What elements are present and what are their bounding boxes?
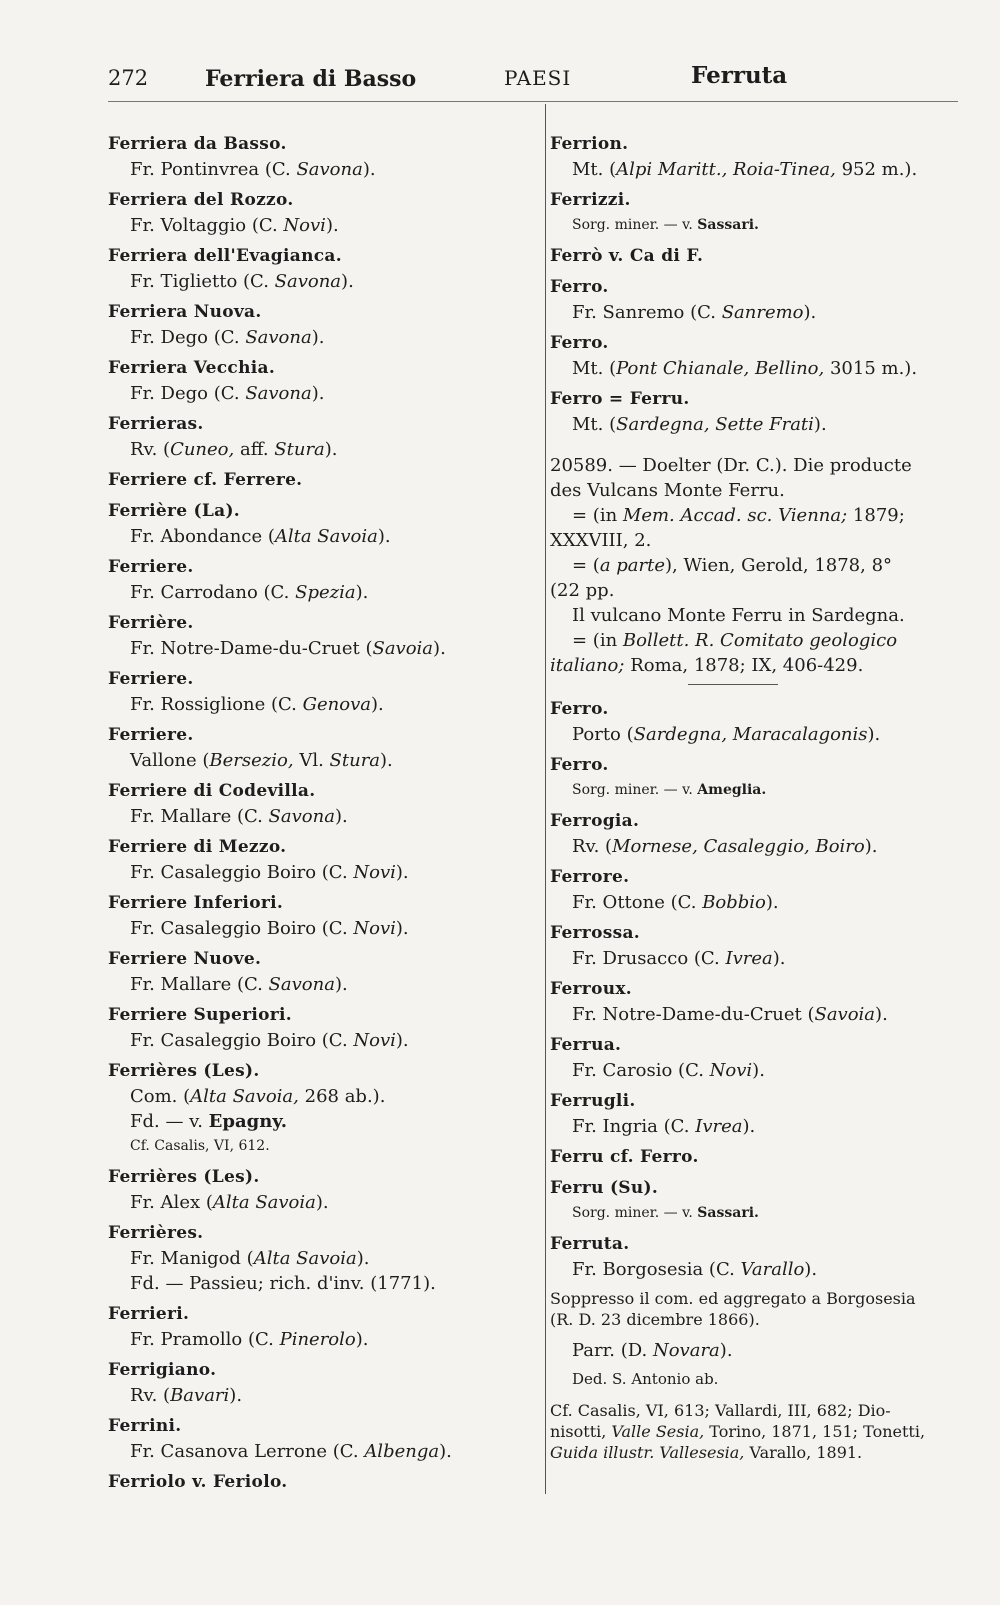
entry-ferrizzi: [550, 188, 975, 238]
entry-cf: nisotti, Valle Sesia, Torino, 1871, 151; Tonetti,: [550, 1422, 926, 1441]
entry-ferru-cf: [550, 1145, 975, 1170]
entry-desc: Fr. Notre-Dame-du-Cruet (Savoia).: [572, 1004, 888, 1025]
entry-head: Ferriere cf. Ferrere.: [108, 470, 303, 490]
entry-desc: Sorg. miner. — v. Sassari.: [572, 217, 759, 233]
entry-desc: Fr. Ingria (C. Ivrea).: [572, 1116, 756, 1137]
entry-cf: Cf. Casalis, VI, 612.: [130, 1138, 270, 1154]
entry-desc: Fr. Mallare (C. Savona).: [130, 974, 348, 995]
entry-desc: Fr. Casanova Lerrone (C. Albenga).: [130, 1441, 452, 1462]
section-separator: [688, 684, 778, 685]
entry-ferro-ca: [550, 244, 975, 269]
entry-desc: Mt. (Pont Chianale, Bellino, 3015 m.).: [572, 358, 918, 379]
entry-ferro-porto: [550, 697, 975, 747]
left-column: [108, 132, 538, 1501]
entry: [108, 835, 538, 885]
biblio-line: = (in Bollett. R. Comitato geologico: [572, 630, 898, 651]
entry-desc: Fr. Notre-Dame-du-Cruet (Savoia).: [130, 638, 446, 659]
entry-head: Ferrière.: [108, 613, 194, 633]
entry-ded: Ded. S. Antonio ab.: [572, 1370, 719, 1388]
entry-desc: Vallone (Bersezio, Vl. Stura).: [130, 750, 393, 771]
entry-desc: Fr. Mallare (C. Savona).: [130, 806, 348, 827]
entry-cf: Guida illustr. Vallesesia, Varallo, 1891.: [550, 1443, 863, 1462]
entry-fd: Fd. — v. Epagny.: [130, 1111, 287, 1132]
entry-head: Ferriera da Basso.: [108, 134, 287, 154]
entry-note: Soppresso il com. ed aggregato a Borgosesia: [550, 1289, 916, 1308]
entry: [108, 132, 538, 182]
entry-head: Ferru (Su).: [550, 1178, 659, 1198]
entry-head: Ferriere di Codevilla.: [108, 781, 316, 801]
entry-ferro: [550, 275, 975, 325]
entry-head: Ferrieras.: [108, 414, 204, 434]
entry: [108, 1358, 538, 1408]
entry-desc: Fr. Dego (C. Savona).: [130, 383, 325, 404]
entry-desc: Fr. Abondance (Alta Savoia).: [130, 526, 391, 547]
entry-desc: Com. (Alta Savoia, 268 ab.).: [130, 1086, 386, 1107]
entry: [108, 244, 538, 294]
entry-desc: Fr. Drusacco (C. Ivrea).: [572, 948, 786, 969]
entry-head: Ferrugli.: [550, 1091, 636, 1111]
entry-desc: Rv. (Cuneo, aff. Stura).: [130, 439, 338, 460]
entry-ferro-ferru: [550, 387, 975, 437]
biblio-line: Il vulcano Monte Ferru in Sardegna.: [572, 605, 905, 626]
page-number: 272: [108, 66, 149, 90]
entry-desc: Fr. Tiglietto (C. Savona).: [130, 271, 354, 292]
entry-head: Ferrogia.: [550, 811, 640, 831]
entry-desc: Fr. Casaleggio Boiro (C. Novi).: [130, 918, 409, 939]
entry-head: Ferrossa.: [550, 923, 640, 943]
entry: [108, 499, 538, 549]
entry: [108, 947, 538, 997]
entry-ferrion: [550, 132, 975, 182]
entry-head: Ferrua.: [550, 1035, 622, 1055]
entry-ferru-su: [550, 1176, 975, 1226]
entry-desc: Fr. Rossiglione (C. Genova).: [130, 694, 384, 715]
entry-head: Ferriera Vecchia.: [108, 358, 276, 378]
biblio-line: = (in Mem. Accad. sc. Vienna; 1879;: [572, 505, 905, 526]
entry: [108, 300, 538, 350]
entry: [108, 891, 538, 941]
entry-parr: Parr. (D. Novara).: [572, 1340, 733, 1361]
entry-head: Ferrières (Les).: [108, 1167, 260, 1187]
entry-head: Ferro.: [550, 755, 609, 775]
entry: [108, 1003, 538, 1053]
entry-desc: Fr. Borgosesia (C. Varallo).: [572, 1259, 818, 1280]
entry-head: Ferro.: [550, 277, 609, 297]
entry-ferrieres-les-2: [108, 1165, 538, 1215]
entry-desc: Sorg. miner. — v. Ameglia.: [572, 782, 767, 798]
entry-head: Ferrieri.: [108, 1304, 190, 1324]
entry-ferro-sorg: [550, 753, 975, 803]
entry-ferruta: [550, 1232, 975, 1463]
entry: [108, 555, 538, 605]
entry-desc: Fr. Carosio (C. Novi).: [572, 1060, 765, 1081]
bibliography-block: [550, 453, 975, 685]
entry-ferrua: [550, 1033, 975, 1083]
entry-head: Ferriere.: [108, 725, 194, 745]
entry-head: Ferriera Nuova.: [108, 302, 262, 322]
entry-head: Ferriere Superiori.: [108, 1005, 292, 1025]
entry: [108, 667, 538, 717]
entry-cf: Cf. Casalis, VI, 613; Vallardi, III, 682; Dio-: [550, 1401, 891, 1420]
entry-head: Ferriolo v. Feriolo.: [108, 1472, 288, 1492]
entry-desc: Mt. (Alpi Maritt., Roia-Tinea, 952 m.).: [572, 159, 918, 180]
entry-head: Ferriere.: [108, 557, 194, 577]
entry-note: (R. D. 23 dicembre 1866).: [550, 1310, 760, 1329]
entry-ferrossa: [550, 921, 975, 971]
header-left-title: Ferriera di Basso: [205, 66, 417, 92]
entry-desc: Fr. Casaleggio Boiro (C. Novi).: [130, 862, 409, 883]
entry: [108, 1302, 538, 1352]
entry-desc: Fr. Pontinvrea (C. Savona).: [130, 159, 376, 180]
entry-desc: Porto (Sardegna, Maracalagonis).: [572, 724, 881, 745]
entry-head: Ferro = Ferru.: [550, 389, 690, 409]
entry: [108, 723, 538, 773]
entry: [108, 412, 538, 462]
entry-desc: Fr. Voltaggio (C. Novi).: [130, 215, 339, 236]
entry-head: Ferroux.: [550, 979, 633, 999]
entry: [108, 611, 538, 661]
entry-head: Ferruta.: [550, 1234, 630, 1254]
entry-desc: Fr. Pramollo (C. Pinerolo).: [130, 1329, 369, 1350]
entry-ferrieres: [108, 1221, 538, 1296]
biblio-line: 20589. — Doelter (Dr. C.). Die producte: [550, 455, 912, 476]
entry-desc: Rv. (Mornese, Casaleggio, Boiro).: [572, 836, 878, 857]
entry-head: Ferriere Nuove.: [108, 949, 262, 969]
entry-ferro: [550, 331, 975, 381]
entry-desc: Fr. Sanremo (C. Sanremo).: [572, 302, 817, 323]
entry-desc: Rv. (Bavari).: [130, 1385, 243, 1406]
entry-ferroux: [550, 977, 975, 1027]
entry-fd: Fd. — Passieu; rich. d'inv. (1771).: [130, 1273, 436, 1294]
entry-head: Ferriere.: [108, 669, 194, 689]
column-divider: [545, 104, 546, 1494]
entry-ferrugli: [550, 1089, 975, 1139]
entry-head: Ferrigiano.: [108, 1360, 217, 1380]
entry: [108, 1470, 538, 1495]
entry-desc: Fr. Casaleggio Boiro (C. Novi).: [130, 1030, 409, 1051]
entry-head: Ferriere di Mezzo.: [108, 837, 287, 857]
entry: [108, 188, 538, 238]
entry-head: Ferrizzi.: [550, 190, 631, 210]
entry-head: Ferru cf. Ferro.: [550, 1147, 699, 1167]
entry: [108, 1414, 538, 1464]
entry-desc: Fr. Ottone (C. Bobbio).: [572, 892, 779, 913]
entry-desc: Fr. Manigod (Alta Savoia).: [130, 1248, 370, 1269]
entry-head: Ferrière (La).: [108, 501, 241, 521]
entry-ferrogia: [550, 809, 975, 859]
entry: [108, 468, 538, 493]
entry-desc: Fr. Alex (Alta Savoia).: [130, 1192, 329, 1213]
entry: [108, 779, 538, 829]
header-rule: [108, 101, 958, 102]
biblio-line: (22 pp.: [550, 580, 615, 601]
entry-head: Ferriera dell'Evagianca.: [108, 246, 342, 266]
entry-head: Ferriere Inferiori.: [108, 893, 284, 913]
entry-head: Ferrières (Les).: [108, 1061, 260, 1081]
entry-desc: Fr. Dego (C. Savona).: [130, 327, 325, 348]
entry-ferrore: [550, 865, 975, 915]
biblio-line: italiano; Roma, 1878; IX, 406-429.: [550, 655, 864, 676]
entry-head: Ferro.: [550, 333, 609, 353]
biblio-line: des Vulcans Monte Ferru.: [550, 480, 785, 501]
entry-desc: Fr. Carrodano (C. Spezia).: [130, 582, 369, 603]
entry-head: Ferrore.: [550, 867, 630, 887]
entry-ferrieres-les: [108, 1059, 538, 1159]
entry-desc: Mt. (Sardegna, Sette Frati).: [572, 414, 827, 435]
header-center-title: PAESI: [504, 66, 572, 90]
page-header: [108, 62, 950, 102]
biblio-line: = (a parte), Wien, Gerold, 1878, 8°: [572, 555, 893, 576]
biblio-line: XXXVIII, 2.: [550, 530, 652, 551]
entry: [108, 356, 538, 406]
entry-head: Ferrò v. Ca di F.: [550, 246, 704, 266]
header-right-title: Ferruta: [691, 62, 788, 89]
entry-head: Ferrières.: [108, 1223, 204, 1243]
entry-head: Ferriera del Rozzo.: [108, 190, 294, 210]
right-column: [550, 132, 975, 1469]
entry-desc: Sorg. miner. — v. Sassari.: [572, 1205, 759, 1221]
entry-head: Ferrini.: [108, 1416, 182, 1436]
entry-head: Ferro.: [550, 699, 609, 719]
entry-head: Ferrion.: [550, 134, 629, 154]
